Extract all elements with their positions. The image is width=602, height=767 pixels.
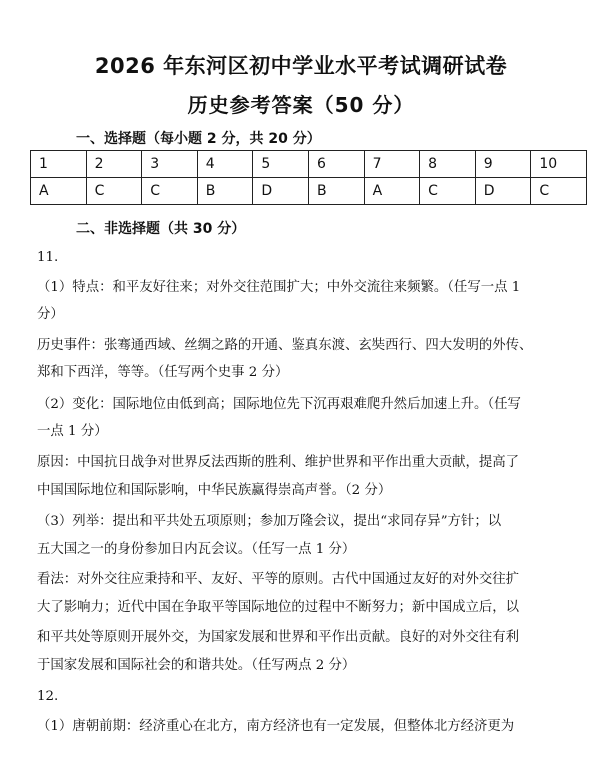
answer-cell: A xyxy=(364,178,420,205)
answer-cell: B xyxy=(308,178,364,205)
section-heading-nonchoice: 二、非选择题（共 30 分） xyxy=(76,221,246,237)
answer-text-line: 一点 1 分） xyxy=(37,424,108,439)
document-title: 2026 年东河区初中学业水平考试调研试卷 xyxy=(94,54,508,78)
section-heading-choice: 一、选择题（每小题 2 分，共 20 分） xyxy=(76,131,321,147)
answer-table xyxy=(30,150,587,205)
question-number-12: 12. xyxy=(37,689,59,704)
answer-text-line: 看法：对外交往应秉持和平、友好、平等的原则。古代中国通过友好的对外交往扩 xyxy=(37,572,520,587)
answer-cell: D xyxy=(253,178,309,205)
question-number: 10 xyxy=(531,151,587,178)
answer-text-line: 中国国际地位和国际影响，中华民族赢得崇高声誉。（2 分） xyxy=(37,483,392,498)
answer-text-line: 五大国之一的身份参加日内瓦会议。（任写一点 1 分） xyxy=(37,542,356,557)
answer-text-line: 历史事件：张骞通西域、丝绸之路的开通、鉴真东渡、玄奘西行、四大发明的外传、 xyxy=(37,338,533,353)
answer-cell: C xyxy=(86,178,142,205)
answer-text-line: 和平共处等原则开展外交，为国家发展和世界和平作出贡献。良好的对外交往有利 xyxy=(37,630,520,645)
question-number-row xyxy=(31,151,587,178)
question-number-11: 11. xyxy=(37,250,59,265)
question-number: 9 xyxy=(475,151,531,178)
question-number: 8 xyxy=(420,151,476,178)
question-number: 5 xyxy=(253,151,309,178)
answer-text-line: （3）列举：提出和平共处五项原则；参加万隆会议，提出“求同存异”方针；以 xyxy=(37,514,502,529)
answer-row xyxy=(31,178,587,205)
answer-cell: D xyxy=(475,178,531,205)
document-subtitle: 历史参考答案（50 分） xyxy=(187,93,415,117)
question-number: 4 xyxy=(197,151,253,178)
question-number: 3 xyxy=(142,151,198,178)
answer-text-line: （2）变化：国际地位由低到高；国际地位先下沉再艰难爬升然后加速上升。（任写 xyxy=(37,397,521,412)
answer-text-line: （1）特点：和平友好往来；对外交往范围扩大；中外交流往来频繁。（任写一点 1 xyxy=(37,280,521,295)
question-number: 1 xyxy=(31,151,87,178)
question-number: 2 xyxy=(86,151,142,178)
answer-cell: C xyxy=(531,178,587,205)
answer-text-line: 于国家发展和国际社会的和谐共处。（任写两点 2 分） xyxy=(37,658,356,673)
answer-text-line: 大了影响力；近代中国在争取平等国际地位的过程中不断努力；新中国成立后，以 xyxy=(37,600,520,615)
answer-text-line: （1）唐朝前期：经济重心在北方，南方经济也有一定发展，但整体北方经济更为 xyxy=(37,719,515,734)
answer-cell: B xyxy=(197,178,253,205)
answer-text-line: 分） xyxy=(37,307,64,322)
question-number: 6 xyxy=(308,151,364,178)
question-number: 7 xyxy=(364,151,420,178)
answer-cell: A xyxy=(31,178,87,205)
answer-cell: C xyxy=(142,178,198,205)
answer-cell: C xyxy=(420,178,476,205)
answer-text-line: 郑和下西洋，等等。（任写两个史事 2 分） xyxy=(37,365,289,380)
answer-text-line: 原因：中国抗日战争对世界反法西斯的胜利、维护世界和平作出重大贡献，提高了 xyxy=(37,455,520,470)
